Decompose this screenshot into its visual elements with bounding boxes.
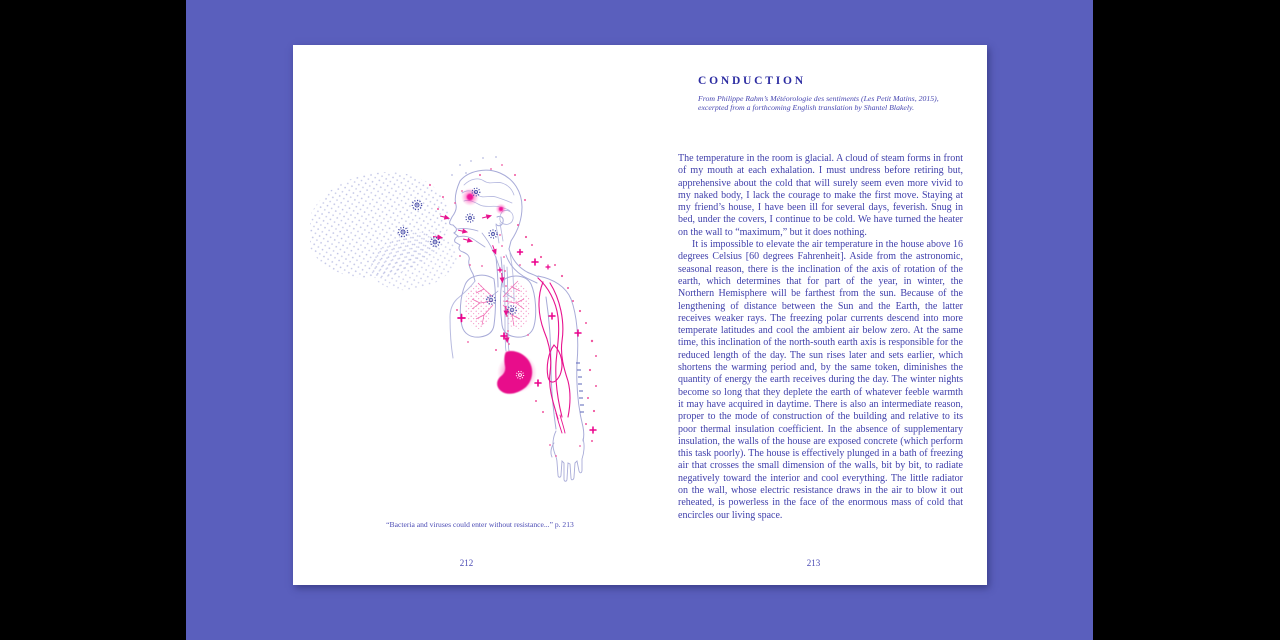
letterbox-right <box>1093 0 1280 640</box>
bronchial-tree-right <box>504 283 530 329</box>
chapter-subtitle <box>698 94 968 113</box>
page-right <box>640 45 987 585</box>
paragraph-2: It is impossible to elevate the air temperature in the house above 16 degrees Celsius [60 degrees Fahrenheit]. Aside from the astronomic, seasonal reason, there is the inclination of the axis of rotation of the earth, which determines that for part of the year, in winter, the Northern Hemisphere will be farthest from the sun. Because of the lengthening of distance between the Sun and the Earth, the latter receives weaker rays. The freezing polar currents descend into more temperate latitudes and cool the ambient air below zero. At the same time, this inclination of the north-south earth axis is responsible for the reduced length of the day. The sun rises later and sets earlier, which shortens the warming period and, by the same token, diminishes the quantity of energy the earth receives during the day. The winter nights become so long that they deplete the earth of whatever feeble warmth it may have acquired in daytime. There is also an intermediate reason, proper to the mode of construction of the building and relative to its poor thermal insulation coefficient. In the absence of supplementary insulation, the walls of the house are exposed concrete (which perform this task poorly). The house is effectively plunged in a bath of freezing air that crosses the small dimension of the walls, bit by bit, to radiate negatively toward the interior and cool everything. The little radiator on the wall, whose electric resistance draws in the air to blow it out reheated, is powerless in the face of the enormous mass of cold that encircles our living space. <box>678 239 963 521</box>
page-number-left: 212 <box>459 558 474 568</box>
body-text <box>678 153 963 522</box>
subtitle-line-1: From Philippe Rahm’s Météorologie des sentiments (Les Petit Matins, 2015), <box>698 94 939 103</box>
letterbox-left <box>0 0 186 640</box>
illustration-caption: “Bacteria and viruses could enter without resistance...” p. 213 <box>386 520 574 529</box>
pale-dots <box>451 156 497 176</box>
anatomy-illustration <box>310 145 650 515</box>
chapter-title: CONDUCTION <box>698 75 806 87</box>
subtitle-line-2: excerpted from a forthcoming English translation by Shantel Blakely. <box>698 103 915 113</box>
stipple-cloud <box>310 159 463 299</box>
page-left <box>293 45 640 585</box>
book-spread <box>293 45 987 585</box>
stomach-drawing <box>497 351 537 394</box>
sparkle-cross-icons <box>458 250 596 434</box>
backdrop <box>186 0 1093 640</box>
page-number-right: 213 <box>806 558 821 568</box>
paragraph-1: The temperature in the room is glacial. A cloud of steam forms in front of my mouth at each exhalation. I must undress before retiring but, apprehensive about the cold that will surely seem even more vivid to my naked body, I lack the courage to make the first move. Staying at my friend’s house, I have been ill for several days, feverish. Snug in bed, under the covers, I continue to be cold. We have turned the heater on the wall to “maximum,” but it does nothing. <box>678 153 963 238</box>
bronchial-tree-left <box>465 283 491 329</box>
brain-hotspots <box>461 188 507 215</box>
magenta-layer <box>429 156 597 457</box>
